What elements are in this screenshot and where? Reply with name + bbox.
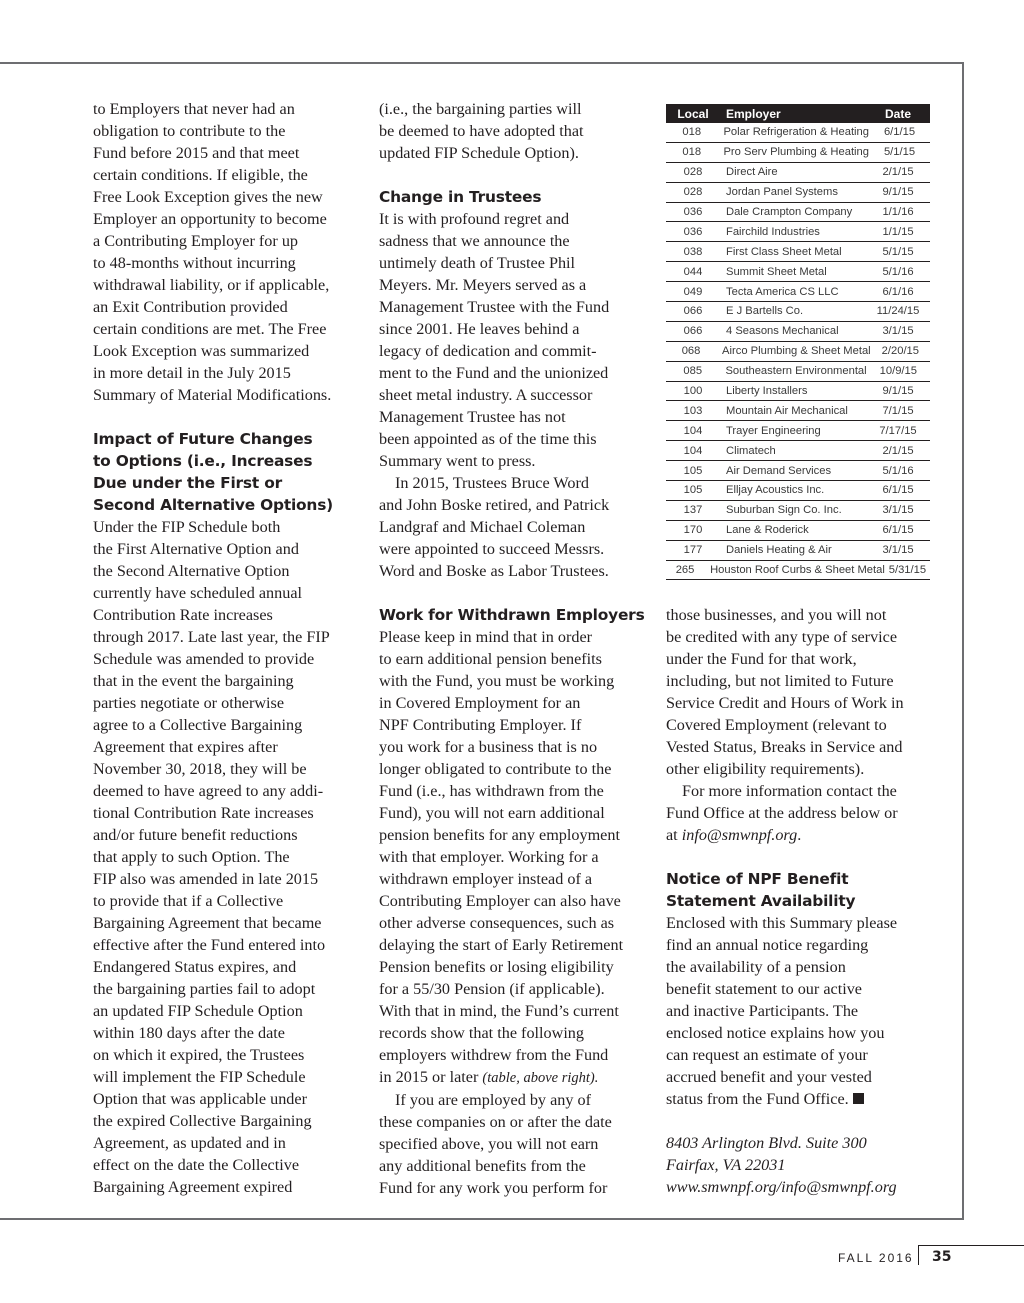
text-line: With that in mind, the Fund’s current — [379, 1002, 619, 1020]
text-line: Agreement, as updated and in — [93, 1134, 286, 1152]
text-line: certain conditions are met. The Free — [93, 320, 327, 338]
text-line: Covered Employment (relevant to — [666, 716, 887, 734]
table-row — [666, 123, 930, 143]
table-cell-local: 028 — [683, 186, 703, 199]
col2b-paragraph-if-employed — [379, 1089, 651, 1199]
col3b-enclosed-last-line — [666, 1088, 938, 1110]
table-cell-date: 1/1/15 — [882, 225, 914, 238]
table-cell-employer: Liberty Installers — [726, 385, 808, 398]
col3b-last-text: status from the Fund Office. — [666, 1090, 849, 1108]
text-line: FIP also was amended in late 2015 — [93, 870, 319, 888]
table-cell-employer: Lane & Roderick — [726, 524, 809, 537]
table-cell-date: 5/1/15 — [883, 146, 916, 159]
text-line: updated FIP Schedule Option). — [379, 144, 579, 162]
table-cell-employer: Polar Refrigeration & Heating — [723, 126, 869, 139]
table-row — [666, 401, 930, 421]
table-row — [666, 222, 930, 242]
table-cell-employer: Direct Aire — [726, 166, 778, 179]
table-cell-date: 6/1/16 — [882, 285, 914, 298]
text-line: agree to a Collective Bargaining — [93, 716, 303, 734]
text-line: the bargaining parties fail to adopt — [93, 980, 316, 998]
table-cell-employer: Summit Sheet Metal — [726, 265, 827, 278]
text-line: Under the FIP Schedule both — [93, 518, 281, 536]
page-number: 35 — [932, 1249, 952, 1265]
table-cell-local: 066 — [683, 325, 703, 338]
text-line: longer obligated to contribute to the — [379, 760, 612, 778]
text-line: Landgraf and Michael Coleman — [379, 518, 586, 536]
table-cell-employer: Climatech — [726, 444, 776, 457]
text-line: (i.e., the bargaining parties will — [379, 100, 582, 118]
table-cell-employer: Airco Plumbing & Sheet Metal — [722, 345, 871, 358]
table-cell-date: 5/1/16 — [882, 265, 914, 278]
col1-heading-impact — [93, 428, 363, 516]
table-cell-local: 170 — [683, 524, 703, 537]
footer-rule-vertical — [918, 1245, 919, 1265]
text-line: been appointed as of the time this — [379, 430, 597, 448]
text-line: any additional benefits from the — [379, 1157, 586, 1175]
col3b-heading-notice — [666, 868, 938, 912]
table-cell-local: 038 — [683, 245, 703, 258]
table-cell-date: 2/1/15 — [882, 166, 914, 179]
table-header-local: Local — [677, 106, 709, 121]
text-line: to Employers that never had an — [93, 100, 295, 118]
text-line: and inactive Participants. The — [666, 1002, 859, 1020]
table-cell-local: 103 — [683, 404, 703, 417]
table-cell-local: 085 — [683, 365, 703, 378]
text-line: to 48-months without incurring — [93, 254, 296, 272]
text-line: an updated FIP Schedule Option — [93, 1002, 303, 1020]
table-cell-local: 137 — [683, 504, 703, 517]
table-cell-local: 036 — [683, 225, 703, 238]
table-header-employer: Employer — [726, 106, 781, 121]
table-cell-date: 5/31/15 — [888, 564, 927, 577]
text-line: Agreement that expires after — [93, 738, 278, 756]
text-line: Fund), you will not earn additional — [379, 804, 605, 822]
text-line: 8403 Arlington Blvd. Suite 300 — [666, 1134, 867, 1152]
text-line: Schedule was amended to provide — [93, 650, 315, 668]
text-line: in Covered Employment for an — [379, 694, 581, 712]
text-line: the availability of a pension — [666, 958, 846, 976]
text-line: a Contributing Employer for up — [93, 232, 299, 250]
table-cell-employer: Tecta America CS LLC — [726, 285, 839, 298]
text-line: the Second Alternative Option — [93, 562, 290, 580]
table-cell-date: 3/1/15 — [882, 325, 914, 338]
table-cell-date: 7/17/15 — [879, 424, 917, 437]
text-line: on which it expired, the Trustees — [93, 1046, 305, 1064]
table-cell-date: 6/1/15 — [883, 126, 916, 139]
table-cell-date: 7/1/15 — [882, 404, 914, 417]
text-line: NPF Contributing Employer. If — [379, 716, 582, 734]
text-line: legacy of dedication and commit- — [379, 342, 597, 360]
text-line: be deemed to have adopted that — [379, 122, 584, 140]
col2b-paragraph-covered-employment — [379, 626, 651, 1089]
text-line: Word and Boske as Labor Trustees. — [379, 562, 609, 580]
text-line: Enclosed with this Summary please — [666, 914, 898, 932]
text-line: Statement Availability — [666, 892, 856, 910]
col2-heading-change-in-trustees: Change in Trustees — [379, 188, 542, 206]
text-line: Fairfax, VA 22031 — [666, 1156, 786, 1174]
col2-paragraph-continued — [379, 98, 651, 164]
text-line: Fund Office at the address below or — [666, 804, 898, 822]
frame-top-rule — [0, 62, 964, 64]
text-line: Management Trustee with the Fund — [379, 298, 610, 316]
text-line: deemed to have agreed to any addi- — [93, 782, 324, 800]
text-line: benefit statement to our active — [666, 980, 862, 998]
text-line: Look Exception was summarized — [93, 342, 310, 360]
table-cell-date: 1/1/16 — [882, 206, 914, 218]
text-line: including, but not limited to Future — [666, 672, 894, 690]
text-line: effective after the Fund entered into — [93, 936, 326, 954]
text-line: with the Fund, you must be working — [379, 672, 615, 690]
table-cell-local: 104 — [683, 444, 703, 457]
col3b-paragraph-contact — [666, 780, 938, 846]
text-line: sadness that we announce the — [379, 232, 570, 250]
text-line: Fund for any work you perform for — [379, 1179, 608, 1197]
col2b-table-reference-line — [379, 1066, 651, 1089]
table-cell-employer: Daniels Heating & Air — [726, 544, 832, 557]
table-cell-local: 018 — [682, 126, 702, 139]
table-cell-employer: 4 Seasons Mechanical — [726, 325, 839, 338]
text-line: Free Look Exception gives the new — [93, 188, 323, 206]
text-line: Please keep in mind that in order — [379, 628, 593, 646]
text-line: you work for a business that is no — [379, 738, 598, 756]
table-row — [666, 441, 930, 461]
table-row — [666, 143, 930, 163]
text-line: Pension benefits or losing eligibility — [379, 958, 614, 976]
text-line: pension benefits for any employment — [379, 826, 620, 844]
text-line: were appointed to succeed Messrs. — [379, 540, 605, 558]
col3b-paragraph-enclosed — [666, 912, 938, 1110]
table-cell-local: 100 — [683, 385, 703, 398]
column-3-bottom — [666, 604, 938, 1198]
text-line: since 2001. He leaves behind a — [379, 320, 580, 338]
text-line: with that employer. Working for a — [379, 848, 599, 866]
text-line: for a 55/30 Pension (if applicable). — [379, 980, 605, 998]
table-cell-date: 6/1/15 — [882, 484, 914, 497]
text-line: Impact of Future Changes — [93, 430, 313, 448]
col3b-at-text: at — [666, 826, 682, 844]
table-cell-date: 2/20/15 — [881, 345, 919, 358]
text-line: delaying the start of Early Retirement — [379, 936, 624, 954]
text-line: can request an estimate of your — [666, 1046, 868, 1064]
table-cell-employer: Dale Crampton Company — [726, 206, 853, 218]
text-line: specified above, you will not earn — [379, 1135, 599, 1153]
table-cell-date: 9/1/15 — [882, 186, 914, 199]
text-line: records show that the following — [379, 1024, 584, 1042]
text-line: If you are employed by any of — [395, 1091, 591, 1109]
table-cell-employer: Air Demand Services — [726, 464, 832, 477]
text-line: Option that was applicable under — [93, 1090, 307, 1108]
text-line: sheet metal industry. A successor — [379, 386, 593, 404]
text-line: Service Credit and Hours of Work in — [666, 694, 904, 712]
text-line: currently have scheduled annual — [93, 584, 302, 602]
frame-bottom-rule — [0, 1218, 964, 1220]
text-line: ment to the Fund and the unionized — [379, 364, 609, 382]
contact-email-link[interactable]: info@smwnpf.org — [681, 826, 798, 844]
table-cell-employer: Pro Serv Plumbing & Heating — [723, 146, 869, 159]
text-line: find an annual notice regarding — [666, 936, 869, 954]
table-row — [666, 342, 930, 362]
table-cell-local: 068 — [681, 345, 701, 358]
table-cell-local: 177 — [683, 544, 703, 557]
table-cell-date: 3/1/15 — [882, 544, 914, 557]
text-line: the expired Collective Bargaining — [93, 1112, 312, 1130]
table-header-date: Date — [884, 106, 911, 121]
text-line: Management Trustee has not — [379, 408, 566, 426]
table-cell-employer: Jordan Panel Systems — [726, 186, 838, 199]
table-cell-local: 018 — [682, 146, 702, 159]
table-row — [666, 521, 930, 541]
table-row — [666, 382, 930, 402]
table-cell-date: 11/24/15 — [876, 305, 920, 318]
frame-right-rule — [962, 62, 964, 1220]
text-line: obligation to contribute to the — [93, 122, 286, 140]
text-line: to provide that if a Collective — [93, 892, 284, 910]
table-cell-employer: Elljay Acoustics Inc. — [726, 484, 825, 497]
fund-office-address — [666, 1132, 938, 1198]
table-body — [666, 123, 930, 580]
text-line: Contributing Employer can also have — [379, 892, 621, 910]
col3b-contact-email-line — [666, 824, 938, 846]
text-line: an Exit Contribution provided — [93, 298, 288, 316]
text-line: will implement the FIP Schedule — [93, 1068, 306, 1086]
table-cell-employer: Fairchild Industries — [726, 225, 820, 238]
col2b-ref-italic: (table, above right). — [482, 1070, 599, 1086]
col2b-ref-text: in 2015 or later — [379, 1068, 483, 1086]
text-line: Employer an opportunity to become — [93, 210, 327, 228]
text-line: Notice of NPF Benefit — [666, 870, 849, 888]
column-1 — [93, 98, 363, 1198]
issue-label: FALL 2016 — [838, 1251, 914, 1265]
table-cell-local: 049 — [683, 285, 703, 298]
table-cell-local: 105 — [683, 464, 703, 477]
table-row — [666, 461, 930, 481]
text-line: parties negotiate or otherwise — [93, 694, 285, 712]
text-line: to Options (i.e., Increases — [93, 452, 313, 470]
table-cell-local: 044 — [683, 265, 703, 278]
text-line: Bargaining Agreement expired — [93, 1178, 293, 1196]
text-line: other adverse consequences, such as — [379, 914, 615, 932]
text-line: that apply to such Option. The — [93, 848, 290, 866]
text-line: Due under the First or — [93, 474, 282, 492]
text-line: under the Fund for that work, — [666, 650, 857, 668]
col2b-paragraph-lines — [379, 626, 651, 1066]
text-line: Second Alternative Options) — [93, 496, 333, 514]
text-line: In 2015, Trustees Bruce Word — [395, 474, 589, 492]
table-cell-local: 104 — [683, 424, 703, 437]
text-line: November 30, 2018, they will be — [93, 760, 307, 778]
table-cell-employer: E J Bartells Co. — [726, 305, 804, 318]
table-cell-employer: Mountain Air Mechanical — [726, 404, 848, 417]
table-row — [666, 561, 930, 581]
text-line: www.smwnpf.org/info@smwnpf.org — [666, 1178, 897, 1196]
withdrawn-employers-table — [666, 104, 930, 580]
table-cell-date: 6/1/15 — [882, 524, 914, 537]
col2-paragraph-meyers — [379, 208, 651, 472]
table-row — [666, 362, 930, 382]
text-line: be credited with any type of service — [666, 628, 898, 646]
text-line: enclosed notice explains how you — [666, 1024, 885, 1042]
text-line: Bargaining Agreement that became — [93, 914, 322, 932]
table-cell-date: 10/9/15 — [879, 365, 917, 378]
footer-rule — [918, 1245, 1024, 1246]
table-row — [666, 481, 930, 501]
text-line: effect on the date the Collective — [93, 1156, 300, 1174]
table-cell-local: 036 — [683, 206, 703, 218]
end-of-article-square-icon — [853, 1093, 864, 1104]
table-header-row — [666, 104, 930, 123]
text-line: Summary went to press. — [379, 452, 536, 470]
text-line: those businesses, and you will not — [666, 606, 887, 624]
table-cell-date: 2/1/15 — [882, 444, 914, 457]
table-cell-employer: Suburban Sign Co. Inc. — [726, 504, 842, 517]
text-line: Endangered Status expires, and — [93, 958, 297, 976]
text-line: these companies on or after the date — [379, 1113, 612, 1131]
table-cell-local: 105 — [683, 484, 703, 497]
col2b-heading-withdrawn-employers: Work for Withdrawn Employers — [379, 606, 645, 624]
table-row — [666, 501, 930, 521]
table-row — [666, 183, 930, 203]
text-line: Vested Status, Breaks in Service and — [666, 738, 903, 756]
text-line: Fund (i.e., has withdrawn from the — [379, 782, 604, 800]
col1-paragraph-free-look — [93, 98, 363, 406]
text-line: untimely death of Trustee Phil — [379, 254, 576, 272]
table-row — [666, 242, 930, 262]
text-line: and/or future benefit reductions — [93, 826, 298, 844]
table-cell-employer: First Class Sheet Metal — [726, 245, 842, 258]
table-cell-employer: Southeastern Environmental — [725, 365, 867, 378]
text-line: withdrawn employer instead of a — [379, 870, 593, 888]
table-cell-date: 9/1/15 — [882, 385, 914, 398]
table-cell-date: 3/1/15 — [882, 504, 914, 517]
text-line: tional Contribution Rate increases — [93, 804, 314, 822]
table-row — [666, 421, 930, 441]
text-line: other eligibility requirements). — [666, 760, 865, 778]
table-cell-employer: Trayer Engineering — [726, 424, 821, 437]
column-2-bottom — [379, 604, 651, 1199]
text-line: the First Alternative Option and — [93, 540, 299, 558]
table-row — [666, 322, 930, 342]
text-line: certain conditions. If eligible, the — [93, 166, 308, 184]
table-row — [666, 163, 930, 183]
text-line: Meyers. Mr. Meyers served as a — [379, 276, 587, 294]
table-row — [666, 302, 930, 322]
table-row — [666, 282, 930, 302]
text-line: within 180 days after the date — [93, 1024, 285, 1042]
column-2-top — [379, 98, 651, 582]
table-cell-local: 028 — [683, 166, 703, 179]
table-row — [666, 541, 930, 561]
table-cell-local: 265 — [675, 564, 695, 577]
text-line: and John Boske retired, and Patrick — [379, 496, 610, 514]
text-line: accrued benefit and your vested — [666, 1068, 872, 1086]
text-line: in more detail in the July 2015 — [93, 364, 291, 382]
text-line: For more information contact the — [682, 782, 897, 800]
text-line: to earn additional pension benefits — [379, 650, 602, 668]
text-line: It is with profound regret and — [379, 210, 570, 228]
table-cell-date: 5/1/15 — [882, 245, 914, 258]
text-line: employers withdrew from the Fund — [379, 1046, 609, 1064]
text-line: through 2017. Late last year, the FIP — [93, 628, 330, 646]
text-line: Fund before 2015 and that meet — [93, 144, 300, 162]
col3b-contact-lines — [666, 780, 938, 824]
col1-paragraph-fip-schedule — [93, 516, 363, 1198]
table-cell-local: 066 — [683, 305, 703, 318]
text-line: Summary of Material Modifications. — [93, 386, 332, 404]
table-row — [666, 203, 930, 223]
table-row — [666, 262, 930, 282]
col2-paragraph-retired — [379, 472, 651, 582]
text-line: Contribution Rate increases — [93, 606, 273, 624]
table-cell-date: 5/1/16 — [882, 464, 914, 477]
col3b-paragraph-businesses — [666, 604, 938, 780]
text-line: withdrawal liability, or if applicable, — [93, 276, 330, 294]
text-line: that in the event the bargaining — [93, 672, 294, 690]
table-cell-employer: Houston Roof Curbs & Sheet Metal — [710, 564, 885, 577]
col3b-enclosed-lines — [666, 912, 938, 1088]
col3b-period: . — [797, 826, 802, 844]
